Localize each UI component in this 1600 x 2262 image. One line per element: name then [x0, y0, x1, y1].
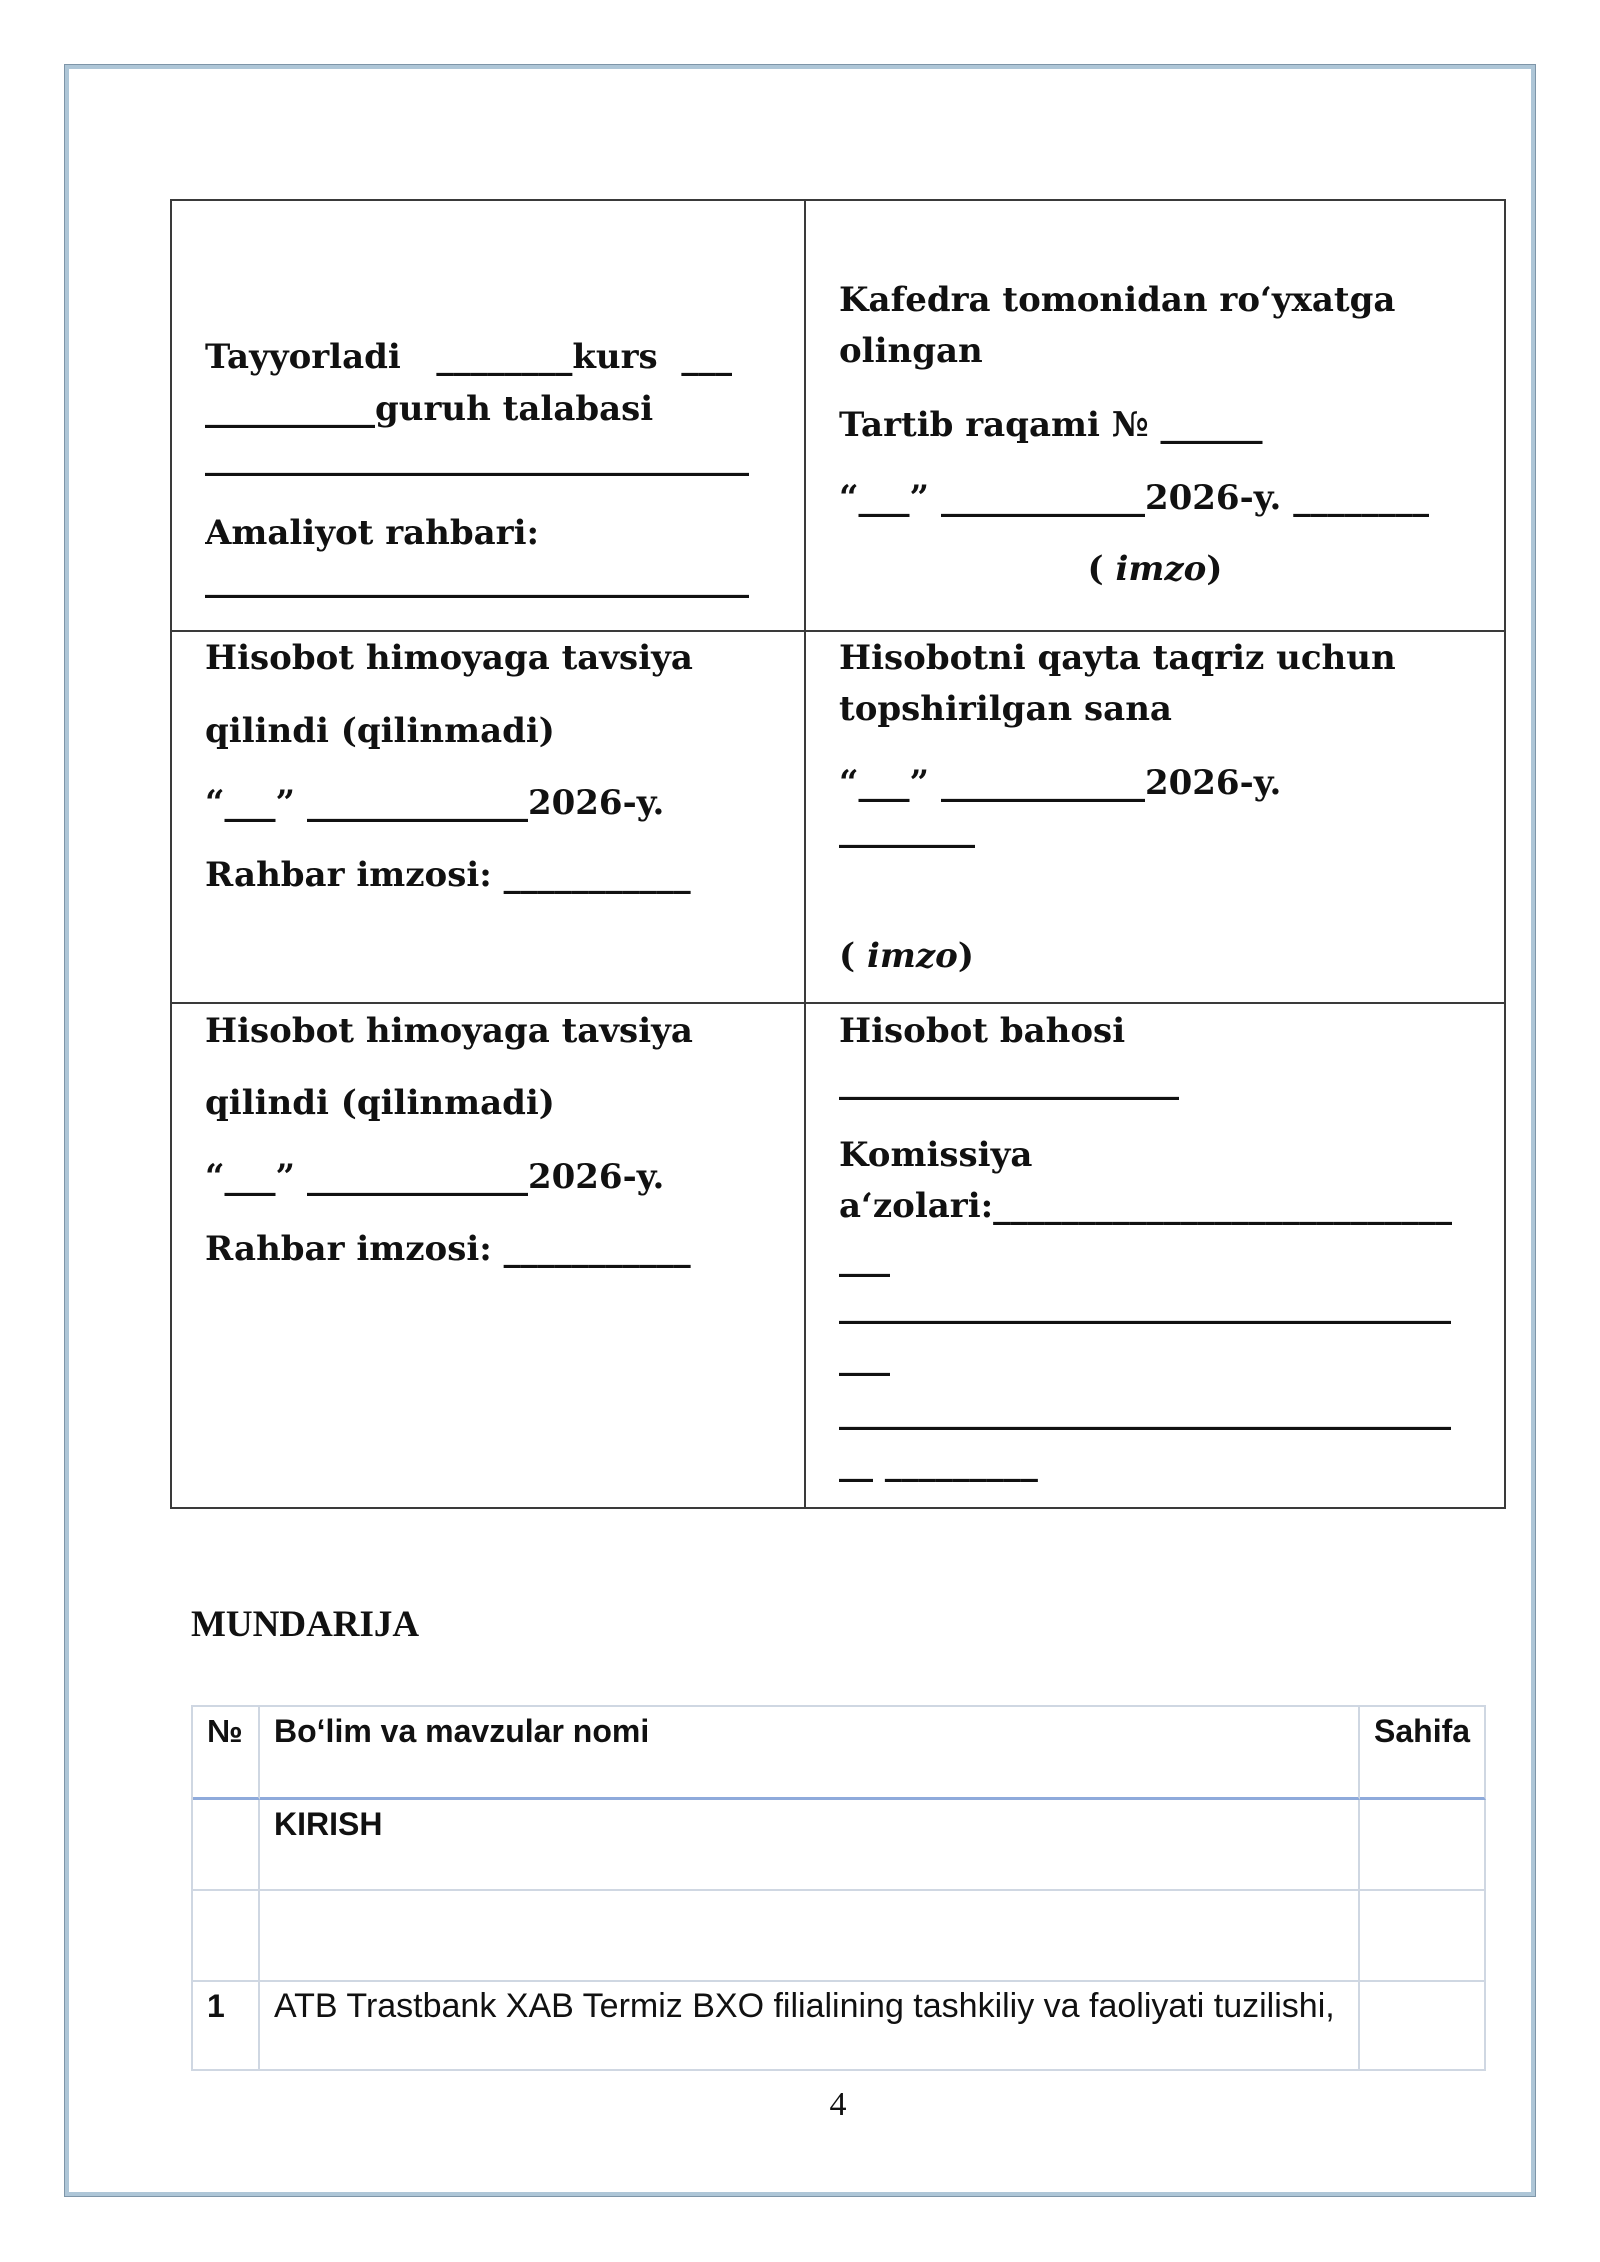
row-title-cell: ATB Trastbank XAB Termiz BXO filialining tashkiliy va faoliyati tuzilishi, [260, 1982, 1360, 2071]
resubmission-blank: ________ [839, 809, 975, 849]
supervisor-signature-line: Rahbar imzosi: ___________ [205, 855, 691, 895]
row-number-cell [193, 1891, 260, 1982]
grade-blank: ____________________ [839, 1061, 1179, 1101]
grade-cell [804, 1002, 1506, 1509]
signature-word: imzo [1115, 549, 1207, 589]
prepared-by-cell [170, 199, 806, 632]
resubmission-title-line2: topshirilgan sana [839, 689, 1172, 729]
commission-blank-line: ____________________________________ [839, 1285, 1451, 1325]
registration-title-line2: olingan [839, 331, 983, 371]
column-header-title: Bo‘lim va mavzular nomi [260, 1707, 1360, 1800]
grade-title: Hisobot bahosi [839, 1011, 1126, 1051]
signature-label [839, 931, 974, 981]
column-header-page: Sahifa [1360, 1707, 1486, 1800]
registration-title-line1: Kafedra tomonidan ro‘yxatga [839, 280, 1396, 320]
row-page-cell [1360, 1800, 1486, 1891]
resubmission-cell [804, 630, 1506, 1004]
registration-date-line: “___” ____________2026-y. ________ [839, 478, 1430, 518]
commission-blank-line: ___ [839, 1238, 890, 1278]
approval-table [170, 199, 1506, 1509]
row-number-cell: 1 [193, 1982, 260, 2071]
course-line: Tayyorladi ________kurs ___ [205, 337, 733, 377]
commission-blank-line: ____________________________________ [839, 1391, 1451, 1431]
supervisor-label: Amaliyot rahbari: [205, 513, 540, 553]
commission-blank-line: __ _________ [839, 1443, 1038, 1483]
page-number: 4 [829, 2086, 847, 2123]
defense-recommendation-cell-2 [170, 1002, 806, 1509]
recommendation-title-line2: qilindi (qilinmadi) [205, 711, 555, 751]
recommendation-title-line2: qilindi (qilinmadi) [205, 1083, 555, 1123]
recommendation-date-line: “___” _____________2026-y. [205, 783, 665, 823]
student-name-blank: ________________________________ [205, 437, 749, 477]
resubmission-title-line1: Hisobotni qayta taqriz uchun [839, 638, 1396, 678]
row-number-cell [193, 1800, 260, 1891]
column-header-number: № [193, 1707, 260, 1800]
signature-close: ) [957, 936, 974, 976]
row-page-cell [1360, 1982, 1486, 2071]
recommendation-title-line1: Hisobot himoyaga tavsiya [205, 1011, 693, 1051]
row-title-cell [260, 1891, 1360, 1982]
supervisor-signature-line: Rahbar imzosi: ___________ [205, 1229, 691, 1269]
supervisor-blank: ________________________________ [205, 559, 749, 599]
recommendation-date-line: “___” _____________2026-y. [205, 1157, 665, 1197]
signature-open: ( [839, 936, 867, 976]
signature-label [806, 544, 1504, 594]
recommendation-title-line1: Hisobot himoyaga tavsiya [205, 638, 693, 678]
signature-close: ) [1206, 549, 1223, 589]
group-line: __________guruh talabasi [205, 389, 654, 429]
commission-blank-line: ___ [839, 1337, 890, 1377]
registration-cell [804, 199, 1506, 632]
signature-open: ( [1087, 549, 1116, 589]
resubmission-date-line: “___” ____________2026-y. [839, 763, 1282, 803]
defense-recommendation-cell [170, 630, 806, 1004]
contents-heading: MUNDARIJA [191, 1604, 420, 1645]
order-number-line: Tartib raqami № ______ [839, 405, 1263, 445]
row-title-cell: KIRISH [260, 1800, 1360, 1891]
row-page-cell [1360, 1891, 1486, 1982]
contents-table [191, 1705, 1486, 2071]
commission-label-line2: a‘zolari:___________________________ [839, 1186, 1453, 1226]
commission-label-line1: Komissiya [839, 1135, 1033, 1175]
signature-word: imzo [866, 936, 958, 976]
